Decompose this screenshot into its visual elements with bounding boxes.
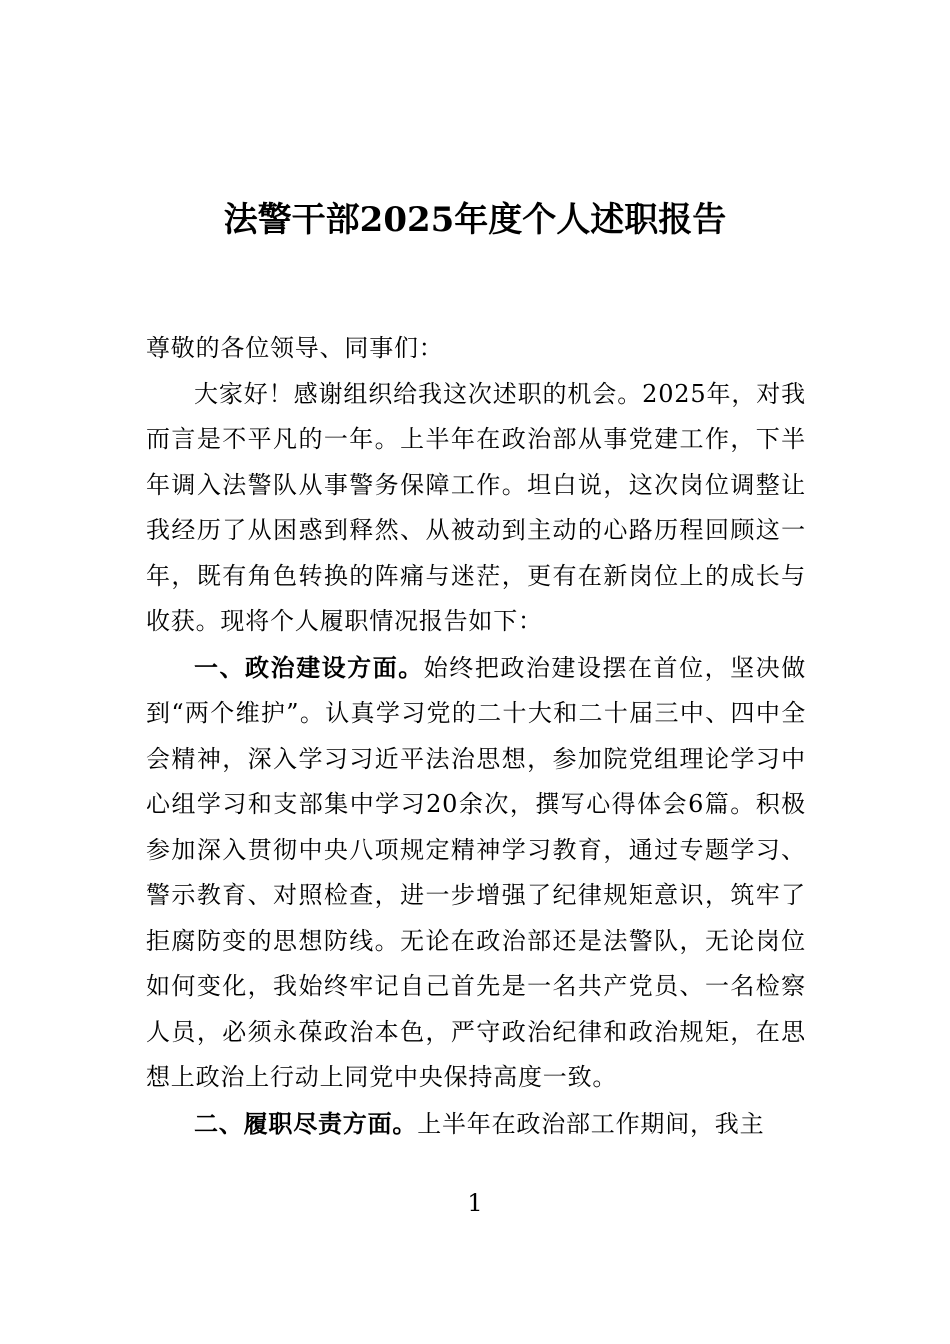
salutation: 尊敬的各位领导、同事们：: [146, 334, 444, 362]
section-heading: 二、履职尽责方面。: [194, 1108, 418, 1138]
page-number: 1: [467, 1189, 483, 1217]
paragraph-duty-performance: [146, 1101, 806, 1148]
section-heading: 一、政治建设方面。: [194, 652, 424, 682]
paragraph-text: 始终把政治建设摆在首位，坚决做到“两个维护”。认真学习党的二十大和二十届三中、四中全会精神，深入学习习近平法治思想，参加院党组理论学习中心组学习和支部集中学习20余次，撰写心得体会6篇。积极参加深入贯彻中央八项规定精神学习教育，通过专题学习、警示教育、对照检查，进一步增强了纪律规矩意识，筑牢了拒腐防变的思想防线。无论在政治部还是法警队，无论岗位如何变化，我始终牢记自己首先是一名共产党员、一名检察人员，必须永葆政治本色，严守政治纪律和政治规矩，在思想上政治上行动上同党中央保持高度一致。: [146, 653, 807, 1091]
paragraph-text: 上半年在政治部工作期间，我主: [417, 1109, 765, 1138]
document-title: 法警干部2025年度个人述职报告: [223, 200, 727, 240]
paragraph-text: 大家好！感谢组织给我这次述职的机会。2025年，对我而言是不平凡的一年。上半年在政治部从事党建工作，下半年调入法警队从事警务保障工作。坦白说，这次岗位调整让我经历了从困惑到释然、从被动到主动的心路历程回顾这一年，既有角色转换的阵痛与迷茫，更有在新岗位上的成长与收获。现将个人履职情况报告如下：: [146, 379, 806, 635]
paragraph-political-building: [146, 645, 806, 1101]
document-body: [146, 326, 806, 1147]
paragraph-opening: [146, 372, 806, 645]
